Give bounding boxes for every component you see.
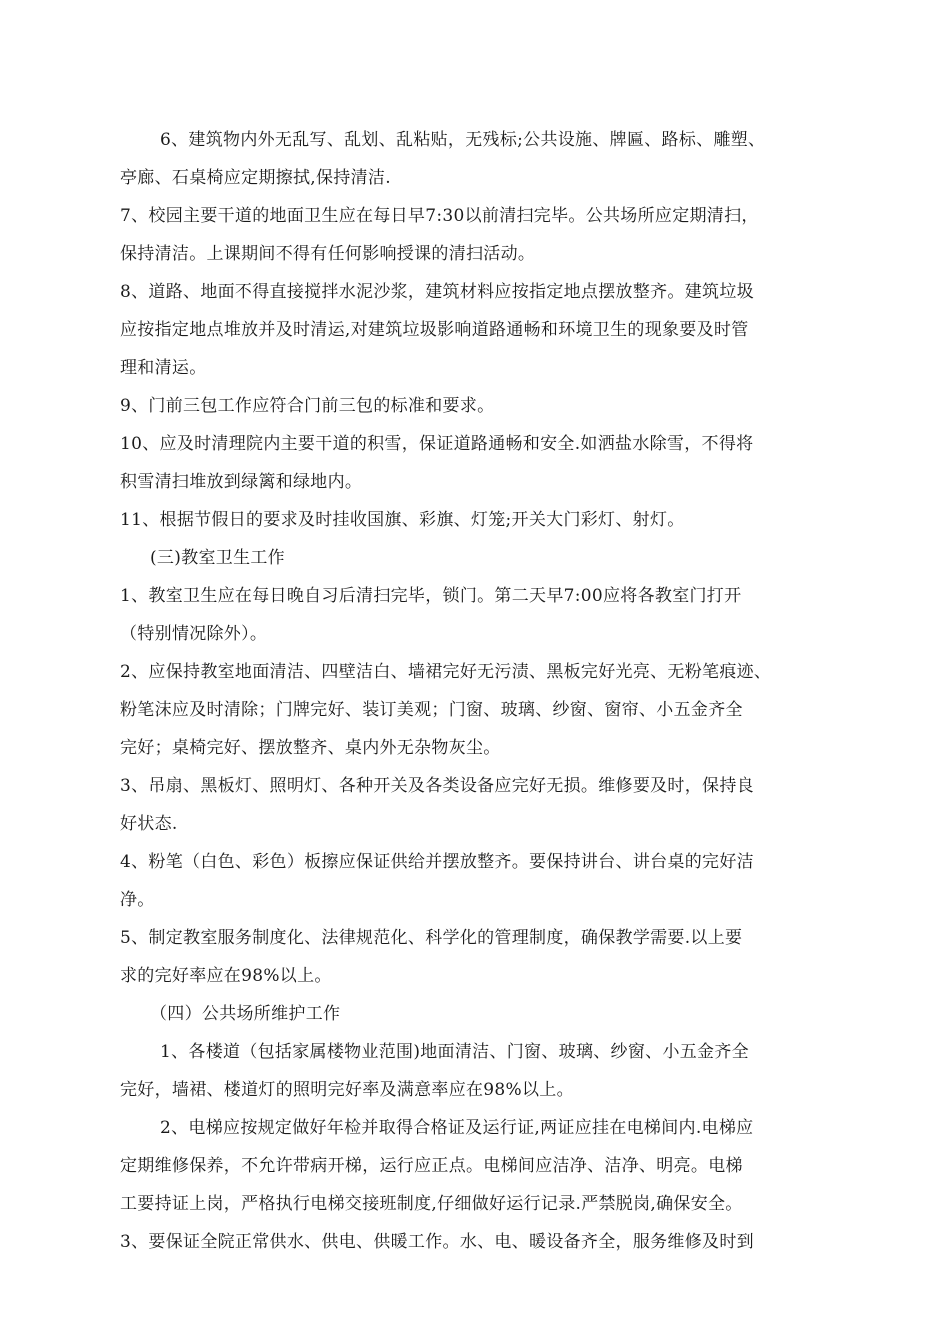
text-line: 1、教室卫生应在每日晚自习后清扫完毕，锁门。第二天早7:00应将各教室门打开 xyxy=(120,586,742,606)
text-line: 工要持证上岗，严格执行电梯交接班制度,仔细做好运行记录.严禁脱岗,确保安全。 xyxy=(120,1194,743,1214)
text-line: 2、电梯应按规定做好年检并取得合格证及运行证,两证应挂在电梯间内.电梯应 xyxy=(160,1118,754,1138)
text-line: 9、门前三包工作应符合门前三包的标准和要求。 xyxy=(120,396,495,416)
text-line: 求的完好率应在98%以上。 xyxy=(120,966,332,986)
text-line: 1、各楼道（包括家属楼物业范围)地面清洁、门窗、玻璃、纱窗、小五金齐全 xyxy=(160,1042,749,1062)
text-line: 保持清洁。上课期间不得有任何影响授课的清扫活动。 xyxy=(120,244,536,264)
text-line: 理和清运。 xyxy=(120,358,207,378)
text-line: 定期维修保养，不允许带病开梯，运行应正点。电梯间应洁净、洁净、明亮。电梯 xyxy=(120,1156,743,1176)
text-line: 4、粉笔（白色、彩色）板擦应保证供给并摆放整齐。要保持讲台、讲台桌的完好洁 xyxy=(120,852,754,872)
section-heading: (三)教室卫生工作 xyxy=(150,548,285,568)
text-line: 净。 xyxy=(120,890,155,910)
text-line: （特别情况除外）。 xyxy=(120,624,268,644)
text-line: 10、应及时清理院内主要干道的积雪，保证道路通畅和安全.如洒盐水除雪，不得将 xyxy=(120,434,754,454)
text-line: 11、根据节假日的要求及时挂收国旗、彩旗、灯笼;开关大门彩灯、射灯。 xyxy=(120,510,685,530)
text-line: 7、校园主要干道的地面卫生应在每日早7:30以前清扫完毕。公共场所应定期清扫， xyxy=(120,206,759,226)
text-line: 粉笔沫应及时清除；门牌完好、装订美观；门窗、玻璃、纱窗、窗帘、小五金齐全 xyxy=(120,700,743,720)
text-line: 好状态. xyxy=(120,814,178,834)
text-line: 3、吊扇、黑板灯、照明灯、各种开关及各类设备应完好无损。维修要及时，保持良 xyxy=(120,776,754,796)
text-line: 积雪清扫堆放到绿篱和绿地内。 xyxy=(120,472,363,492)
text-line: 亭廊、石桌椅应定期擦拭,保持清洁. xyxy=(120,168,391,188)
text-line: 3、要保证全院正常供水、供电、供暖工作。水、电、暖设备齐全，服务维修及时到 xyxy=(120,1232,754,1252)
text-line: 5、制定教室服务制度化、法律规范化、科学化的管理制度，确保教学需要.以上要 xyxy=(120,928,743,948)
text-line: 6、建筑物内外无乱写、乱划、乱粘贴，无残标;公共设施、牌匾、路标、雕塑、 xyxy=(160,130,766,150)
text-line: 8、道路、地面不得直接搅拌水泥沙浆，建筑材料应按指定地点摆放整齐。建筑垃圾 xyxy=(120,282,754,302)
section-heading: （四）公共场所维护工作 xyxy=(150,1004,341,1024)
text-line: 2、应保持教室地面清洁、四壁洁白、墙裙完好无污渍、黑板完好光亮、无粉笔痕迹、 xyxy=(120,662,772,682)
text-line: 完好，墙裙、楼道灯的照明完好率及满意率应在98%以上。 xyxy=(120,1080,574,1100)
text-line: 应按指定地点堆放并及时清运,对建筑垃圾影响道路通畅和环境卫生的现象要及时管 xyxy=(120,320,749,340)
text-line: 完好；桌椅完好、摆放整齐、桌内外无杂物灰尘。 xyxy=(120,738,501,758)
